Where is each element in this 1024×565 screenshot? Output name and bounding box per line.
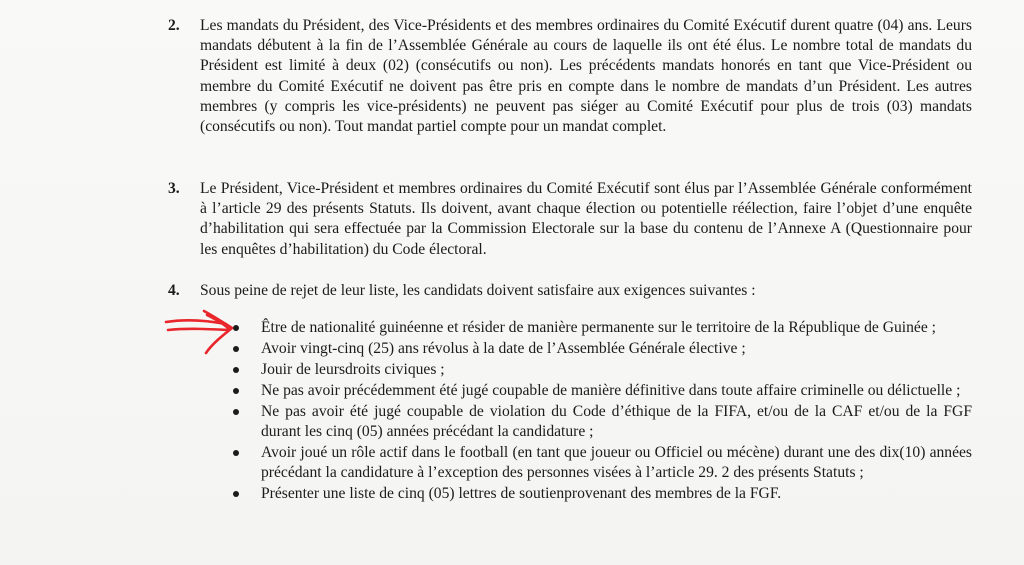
item-number-3: 3. (168, 180, 180, 197)
item-number-2: 2. (168, 17, 180, 34)
requirement-item-droits-civiques: Jouir de leursdroits civiques ; (261, 360, 972, 380)
requirement-item-football: Avoir joué un rôle actif dans le football (en tant que joueur ou Officiel ou mécène) durant une des dix(10) années précédant la candidature à l’exception des personnes visées à l’article 29. 2 des présents Statuts ; (261, 444, 972, 481)
item-number-4: 4. (168, 282, 180, 299)
requirement-item-soutien: Présenter une liste de cinq (05) lettres de soutienprovenant des membres de la FGF. (261, 484, 972, 504)
requirement-item-ethique: Ne pas avoir été jugé coupable de violation du Code d’éthique de la FIFA, et/ou de la CAF et/ou de la FGF durant les cinq (05) années précédant la candidature ; (261, 403, 972, 440)
red-arrow-annotation-icon (160, 308, 240, 358)
requirement-item-casier: Ne pas avoir précédemment été jugé coupable de manière définitive dans toute affaire criminelle ou délictuelle ; (261, 381, 972, 401)
paragraph-exigences: Sous peine de rejet de leur liste, les candidats doivent satisfaire aux exigences suivantes : (200, 282, 756, 299)
requirements-list (261, 318, 972, 505)
requirement-item-age: Avoir vingt-cinq (25) ans révolus à la date de l’Assemblée Générale élective ; (261, 339, 972, 359)
requirement-item-nationalite: Être de nationalité guinéenne et résider de manière permanente sur le territoire de la République de Guinée ; (261, 318, 972, 338)
paragraph-election: Le Président, Vice-Président et membres ordinaires du Comité Exécutif sont élus par l’Assemblée Générale conformément à l’article 29 des présents Statuts. Ils doivent, avant chaque élection ou potentielle réélection, faire l’objet d’une enquête d’habilitation qui sera effectuée par la Commission Electorale sur la base du contenu de l’Annexe A (Questionnaire pour les enquêtes d’habilitation) du Code électoral. (200, 180, 972, 258)
paragraph-mandats: Les mandats du Président, des Vice-Présidents et des membres ordinaires du Comité Exécutif durent quatre (04) ans. Leurs mandats débutent à la fin de l’Assemblée Générale au cours de laquelle ils ont été élus. Le nombre total de mandats du Président est limité à deux (02) (consécutifs ou non). Les précédents mandats honorés en tant que Vice-Président ou membre du Comité Exécutif ne doivent pas être pris en compte dans le nombre de mandats d’un Président. Les autres membres (y compris les vice-présidents) ne peuvent pas siéger au Comité Exécutif pour plus de trois (03) mandats (consécutifs ou non). Tout mandat partiel compte pour un mandat complet. (200, 17, 972, 136)
